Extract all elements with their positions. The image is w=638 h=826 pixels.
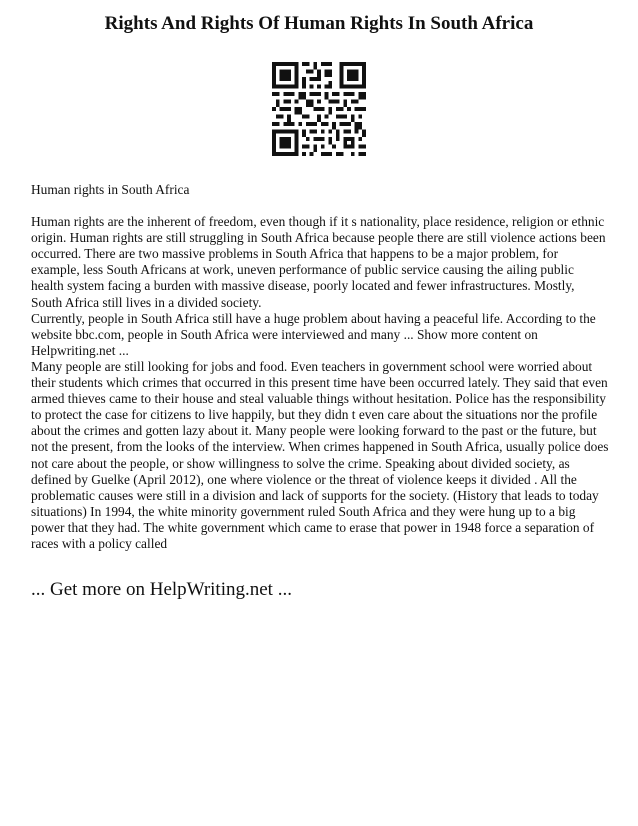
paragraph-3: Many people are still looking for jobs and food. Even teachers in government school were worried about their students which crimes that occurred in this present time have been occurred lately. They said that even armed thieves came to their house and steal valuable things without hesitation. Police has the responsibility to protect the case for citizens to live happily, but they didn t even care about the situations nor the profile about the crimes and gotten lazy about it. Many people were looking forward to the past or the future, but not the present, from the looks of the interview. When crimes happened in South Africa, usually police does not care about the people, or show willingness to solve the crime. Speaking about divided society, as defined by Guelke (April 2012), one where violence or the threat of violence keeps it divided . All the problematic causes were still in a division and lack of supports for the society. (History that leads to today situations) In 1994, the white minority government ruled South Africa and they were hung up to a big power that they had. The white government which came to erase that power in 1948 force a separation of races with a policy called [31,358,609,551]
get-more-link[interactable]: ... Get more on HelpWriting.net ... [31,579,292,600]
paragraph-1: Human rights are the inherent of freedom, even though if it s nationality, place residence, religion or ethnic origin. Human rights are still struggling in South Africa because people there are still violence actions been occurred. There are two massive problems in South Africa that happens to be a major problem, for example, less South Africans at work, uneven performance of public service causing the ailing public health system facing a burden with massive disease, poorly located and fewer infrastructures. Mostly, South Africa still lives in a divided society. [31,214,606,310]
qr-code-graphic [272,62,366,156]
qr-code-icon[interactable] [272,62,366,156]
section-heading: Human rights in South Africa [31,182,190,197]
paragraph-2: Currently, people in South Africa still have a huge problem about having a peaceful life. According to the website bbc.com, people in South Africa were interviewed and many ... Show more content on Helpwriting.net ... [31,310,596,358]
document-title: Rights And Rights Of Human Rights In South Africa [104,13,534,34]
document-body [31,182,609,552]
